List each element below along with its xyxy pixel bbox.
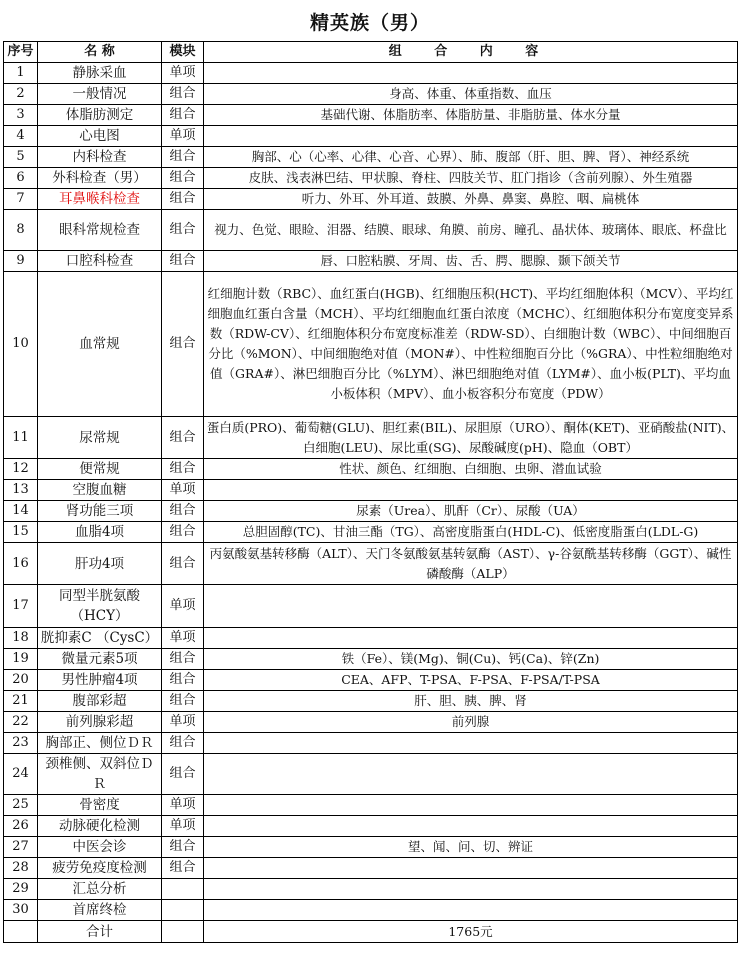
row-content: 铁（Fe）、镁(Mg)、铜(Cu)、钙(Ca)、锌(Zn) bbox=[204, 649, 738, 670]
row-name: 中医会诊 bbox=[38, 837, 162, 858]
row-no: 9 bbox=[4, 251, 38, 272]
row-content bbox=[204, 63, 738, 84]
row-content: 肝、胆、胰、脾、肾 bbox=[204, 691, 738, 712]
header-content: 组 合 内 容 bbox=[204, 42, 738, 63]
row-name: 肾功能三项 bbox=[38, 501, 162, 522]
table-row bbox=[4, 168, 738, 189]
header-name: 名 称 bbox=[38, 42, 162, 63]
row-content bbox=[204, 795, 738, 816]
row-no: 24 bbox=[4, 754, 38, 795]
row-no: 20 bbox=[4, 670, 38, 691]
table-row bbox=[4, 858, 738, 879]
row-name: 心电图 bbox=[38, 126, 162, 147]
row-content: 基础代谢、体脂肪率、体脂肪量、非脂肪量、体水分量 bbox=[204, 105, 738, 126]
row-module: 组合 bbox=[162, 522, 204, 543]
row-module: 组合 bbox=[162, 459, 204, 480]
row-name: 血常规 bbox=[38, 272, 162, 417]
table-row bbox=[4, 900, 738, 921]
row-name: 空腹血糖 bbox=[38, 480, 162, 501]
table-row bbox=[4, 501, 738, 522]
row-no: 27 bbox=[4, 837, 38, 858]
row-content bbox=[204, 900, 738, 921]
row-name: 疲劳免疫度检测 bbox=[38, 858, 162, 879]
row-no: 29 bbox=[4, 879, 38, 900]
row-content: 皮肤、浅表淋巴结、甲状腺、脊柱、四肢关节、肛门指诊（含前列腺）、外生殖器 bbox=[204, 168, 738, 189]
row-module: 组合 bbox=[162, 691, 204, 712]
row-no: 13 bbox=[4, 480, 38, 501]
table-row bbox=[4, 126, 738, 147]
row-content bbox=[204, 126, 738, 147]
row-module: 单项 bbox=[162, 480, 204, 501]
row-no: 17 bbox=[4, 585, 38, 628]
row-name: 胸部正、侧位ＤＲ bbox=[38, 733, 162, 754]
row-module: 组合 bbox=[162, 754, 204, 795]
row-no: 2 bbox=[4, 84, 38, 105]
row-name: 内科检查 bbox=[38, 147, 162, 168]
row-name: 前列腺彩超 bbox=[38, 712, 162, 733]
total-module-cell bbox=[162, 921, 204, 943]
row-name: 肝功4项 bbox=[38, 543, 162, 585]
row-content: 前列腺 bbox=[204, 712, 738, 733]
table-row bbox=[4, 459, 738, 480]
row-module: 组合 bbox=[162, 84, 204, 105]
row-content: CEA、AFP、T-PSA、F-PSA、F-PSA/T-PSA bbox=[204, 670, 738, 691]
row-name: 体脂肪测定 bbox=[38, 105, 162, 126]
table-row bbox=[4, 754, 738, 795]
row-content bbox=[204, 733, 738, 754]
row-no: 15 bbox=[4, 522, 38, 543]
table-row bbox=[4, 417, 738, 459]
row-name: 血脂4项 bbox=[38, 522, 162, 543]
row-no: 23 bbox=[4, 733, 38, 754]
page-title: 精英族（男） bbox=[309, 12, 430, 34]
row-name: 微量元素5项 bbox=[38, 649, 162, 670]
table-row bbox=[4, 670, 738, 691]
row-name: 胱抑素C （CysC） bbox=[38, 628, 162, 649]
row-module: 单项 bbox=[162, 585, 204, 628]
row-module: 组合 bbox=[162, 649, 204, 670]
row-no: 12 bbox=[4, 459, 38, 480]
table-row bbox=[4, 795, 738, 816]
row-module: 单项 bbox=[162, 126, 204, 147]
row-module: 组合 bbox=[162, 251, 204, 272]
row-name: 腹部彩超 bbox=[38, 691, 162, 712]
row-content: 丙氨酸氨基转移酶（ALT）、天门冬氨酸氨基转氨酶（AST）、γ-谷氨酰基转移酶（GGT）、碱性磷酸酶（ALP） bbox=[204, 543, 738, 585]
row-no: 3 bbox=[4, 105, 38, 126]
row-module: 组合 bbox=[162, 733, 204, 754]
row-content bbox=[204, 628, 738, 649]
header-module: 模块 bbox=[162, 42, 204, 63]
table-row bbox=[4, 189, 738, 210]
row-name: 一般情况 bbox=[38, 84, 162, 105]
row-module: 组合 bbox=[162, 210, 204, 251]
total-label: 合计 bbox=[38, 921, 162, 943]
row-content: 唇、口腔粘膜、牙周、齿、舌、腭、腮腺、颞下颌关节 bbox=[204, 251, 738, 272]
row-name: 眼科常规检查 bbox=[38, 210, 162, 251]
row-name: 首席终检 bbox=[38, 900, 162, 921]
header-no: 序号 bbox=[4, 42, 38, 63]
row-name: 颈椎侧、双斜位ＤＲ bbox=[38, 754, 162, 795]
table-row bbox=[4, 879, 738, 900]
row-name: 静脉采血 bbox=[38, 63, 162, 84]
row-no: 16 bbox=[4, 543, 38, 585]
table-row bbox=[4, 543, 738, 585]
row-module: 组合 bbox=[162, 858, 204, 879]
row-module: 单项 bbox=[162, 628, 204, 649]
row-no: 10 bbox=[4, 272, 38, 417]
row-no: 5 bbox=[4, 147, 38, 168]
row-module: 组合 bbox=[162, 543, 204, 585]
row-module: 单项 bbox=[162, 816, 204, 837]
table-row bbox=[4, 733, 738, 754]
table-row bbox=[4, 712, 738, 733]
table-header-row bbox=[4, 42, 738, 63]
table-row bbox=[4, 522, 738, 543]
table-row bbox=[4, 585, 738, 628]
row-no: 1 bbox=[4, 63, 38, 84]
table-row bbox=[4, 84, 738, 105]
row-name: 动脉硬化检测 bbox=[38, 816, 162, 837]
row-no: 7 bbox=[4, 189, 38, 210]
table-row bbox=[4, 210, 738, 251]
row-name: 口腔科检查 bbox=[38, 251, 162, 272]
table-row bbox=[4, 272, 738, 417]
row-module: 组合 bbox=[162, 272, 204, 417]
row-content bbox=[204, 816, 738, 837]
row-no: 19 bbox=[4, 649, 38, 670]
table-row bbox=[4, 147, 738, 168]
table-row bbox=[4, 480, 738, 501]
row-content: 蛋白质(PRO)、葡萄糖(GLU)、胆红素(BIL)、尿胆原（URO）、酮体(KET)、亚硝酸盐(NIT)、白细胞(LEU)、尿比重(SG)、尿酸碱度(pH)、隐血（OBT） bbox=[204, 417, 738, 459]
total-no-cell bbox=[4, 921, 38, 943]
row-module bbox=[162, 900, 204, 921]
row-name: 骨密度 bbox=[38, 795, 162, 816]
row-content: 红细胞计数（RBC）、血红蛋白(HGB)、红细胞压积(HCT)、平均红细胞体积（MCV）、平均红细胞血红蛋白含量（MCH）、平均红细胞血红蛋白浓度（MCHC）、红细胞体积分布宽度变异系数（RDW-CV）、红细胞体积分布宽度标准差（RDW-SD）、白细胞计数（WBC）、中间细胞百分比（%MON）、中间细胞绝对值（MON#）、中性粒细胞百分比（%GRA）、中性粒细胞绝对值（GRA#）、淋巴细胞百分比（%LYM）、淋巴细胞绝对值（LYM#）、血小板(PLT)、平均血小板体积（MPV）、血小板容积分布宽度（PDW） bbox=[204, 272, 738, 417]
row-content: 胸部、心（心率、心律、心音、心界）、肺、腹部（肝、胆、脾、肾）、神经系统 bbox=[204, 147, 738, 168]
table-row bbox=[4, 837, 738, 858]
row-name: 尿常规 bbox=[38, 417, 162, 459]
row-module: 组合 bbox=[162, 147, 204, 168]
row-no: 28 bbox=[4, 858, 38, 879]
row-module: 单项 bbox=[162, 795, 204, 816]
row-content: 性状、颜色、红细胞、白细胞、虫卵、潜血试验 bbox=[204, 459, 738, 480]
row-module: 组合 bbox=[162, 417, 204, 459]
row-content bbox=[204, 585, 738, 628]
row-module: 单项 bbox=[162, 63, 204, 84]
table-row bbox=[4, 691, 738, 712]
row-content bbox=[204, 480, 738, 501]
row-name: 耳鼻喉科检查 bbox=[38, 189, 162, 210]
table-row bbox=[4, 251, 738, 272]
package-table bbox=[3, 41, 738, 943]
row-module: 组合 bbox=[162, 837, 204, 858]
row-module bbox=[162, 879, 204, 900]
row-content: 听力、外耳、外耳道、鼓膜、外鼻、鼻窦、鼻腔、咽、扁桃体 bbox=[204, 189, 738, 210]
row-module: 组合 bbox=[162, 168, 204, 189]
row-no: 11 bbox=[4, 417, 38, 459]
row-name: 汇总分析 bbox=[38, 879, 162, 900]
table-row bbox=[4, 816, 738, 837]
total-value: 1765元 bbox=[204, 921, 738, 943]
table-row bbox=[4, 63, 738, 84]
row-no: 18 bbox=[4, 628, 38, 649]
row-name: 同型半胱氨酸（HCY） bbox=[38, 585, 162, 628]
row-no: 21 bbox=[4, 691, 38, 712]
row-module: 组合 bbox=[162, 105, 204, 126]
row-content bbox=[204, 879, 738, 900]
row-no: 30 bbox=[4, 900, 38, 921]
row-module: 单项 bbox=[162, 712, 204, 733]
table-row bbox=[4, 649, 738, 670]
row-no: 25 bbox=[4, 795, 38, 816]
row-no: 8 bbox=[4, 210, 38, 251]
row-module: 组合 bbox=[162, 189, 204, 210]
row-content bbox=[204, 754, 738, 795]
total-row bbox=[4, 921, 738, 943]
row-content bbox=[204, 858, 738, 879]
row-content: 身高、体重、体重指数、血压 bbox=[204, 84, 738, 105]
row-no: 4 bbox=[4, 126, 38, 147]
row-content: 总胆固醇(TC)、甘油三酯（TG）、高密度脂蛋白(HDL-C)、低密度脂蛋白(LDL-G) bbox=[204, 522, 738, 543]
row-module: 组合 bbox=[162, 501, 204, 522]
row-no: 26 bbox=[4, 816, 38, 837]
row-no: 22 bbox=[4, 712, 38, 733]
row-no: 14 bbox=[4, 501, 38, 522]
row-name: 男性肿瘤4项 bbox=[38, 670, 162, 691]
row-name: 外科检查（男） bbox=[38, 168, 162, 189]
row-content: 尿素（Urea）、肌酐（Cr）、尿酸（UA） bbox=[204, 501, 738, 522]
row-module: 组合 bbox=[162, 670, 204, 691]
row-no: 6 bbox=[4, 168, 38, 189]
table-row bbox=[4, 628, 738, 649]
row-name: 便常规 bbox=[38, 459, 162, 480]
row-content: 视力、色觉、眼睑、泪器、结膜、眼球、角膜、前房、瞳孔、晶状体、玻璃体、眼底、杯盘比 bbox=[204, 210, 738, 251]
row-content: 望、闻、问、切、辨证 bbox=[204, 837, 738, 858]
table-row bbox=[4, 105, 738, 126]
